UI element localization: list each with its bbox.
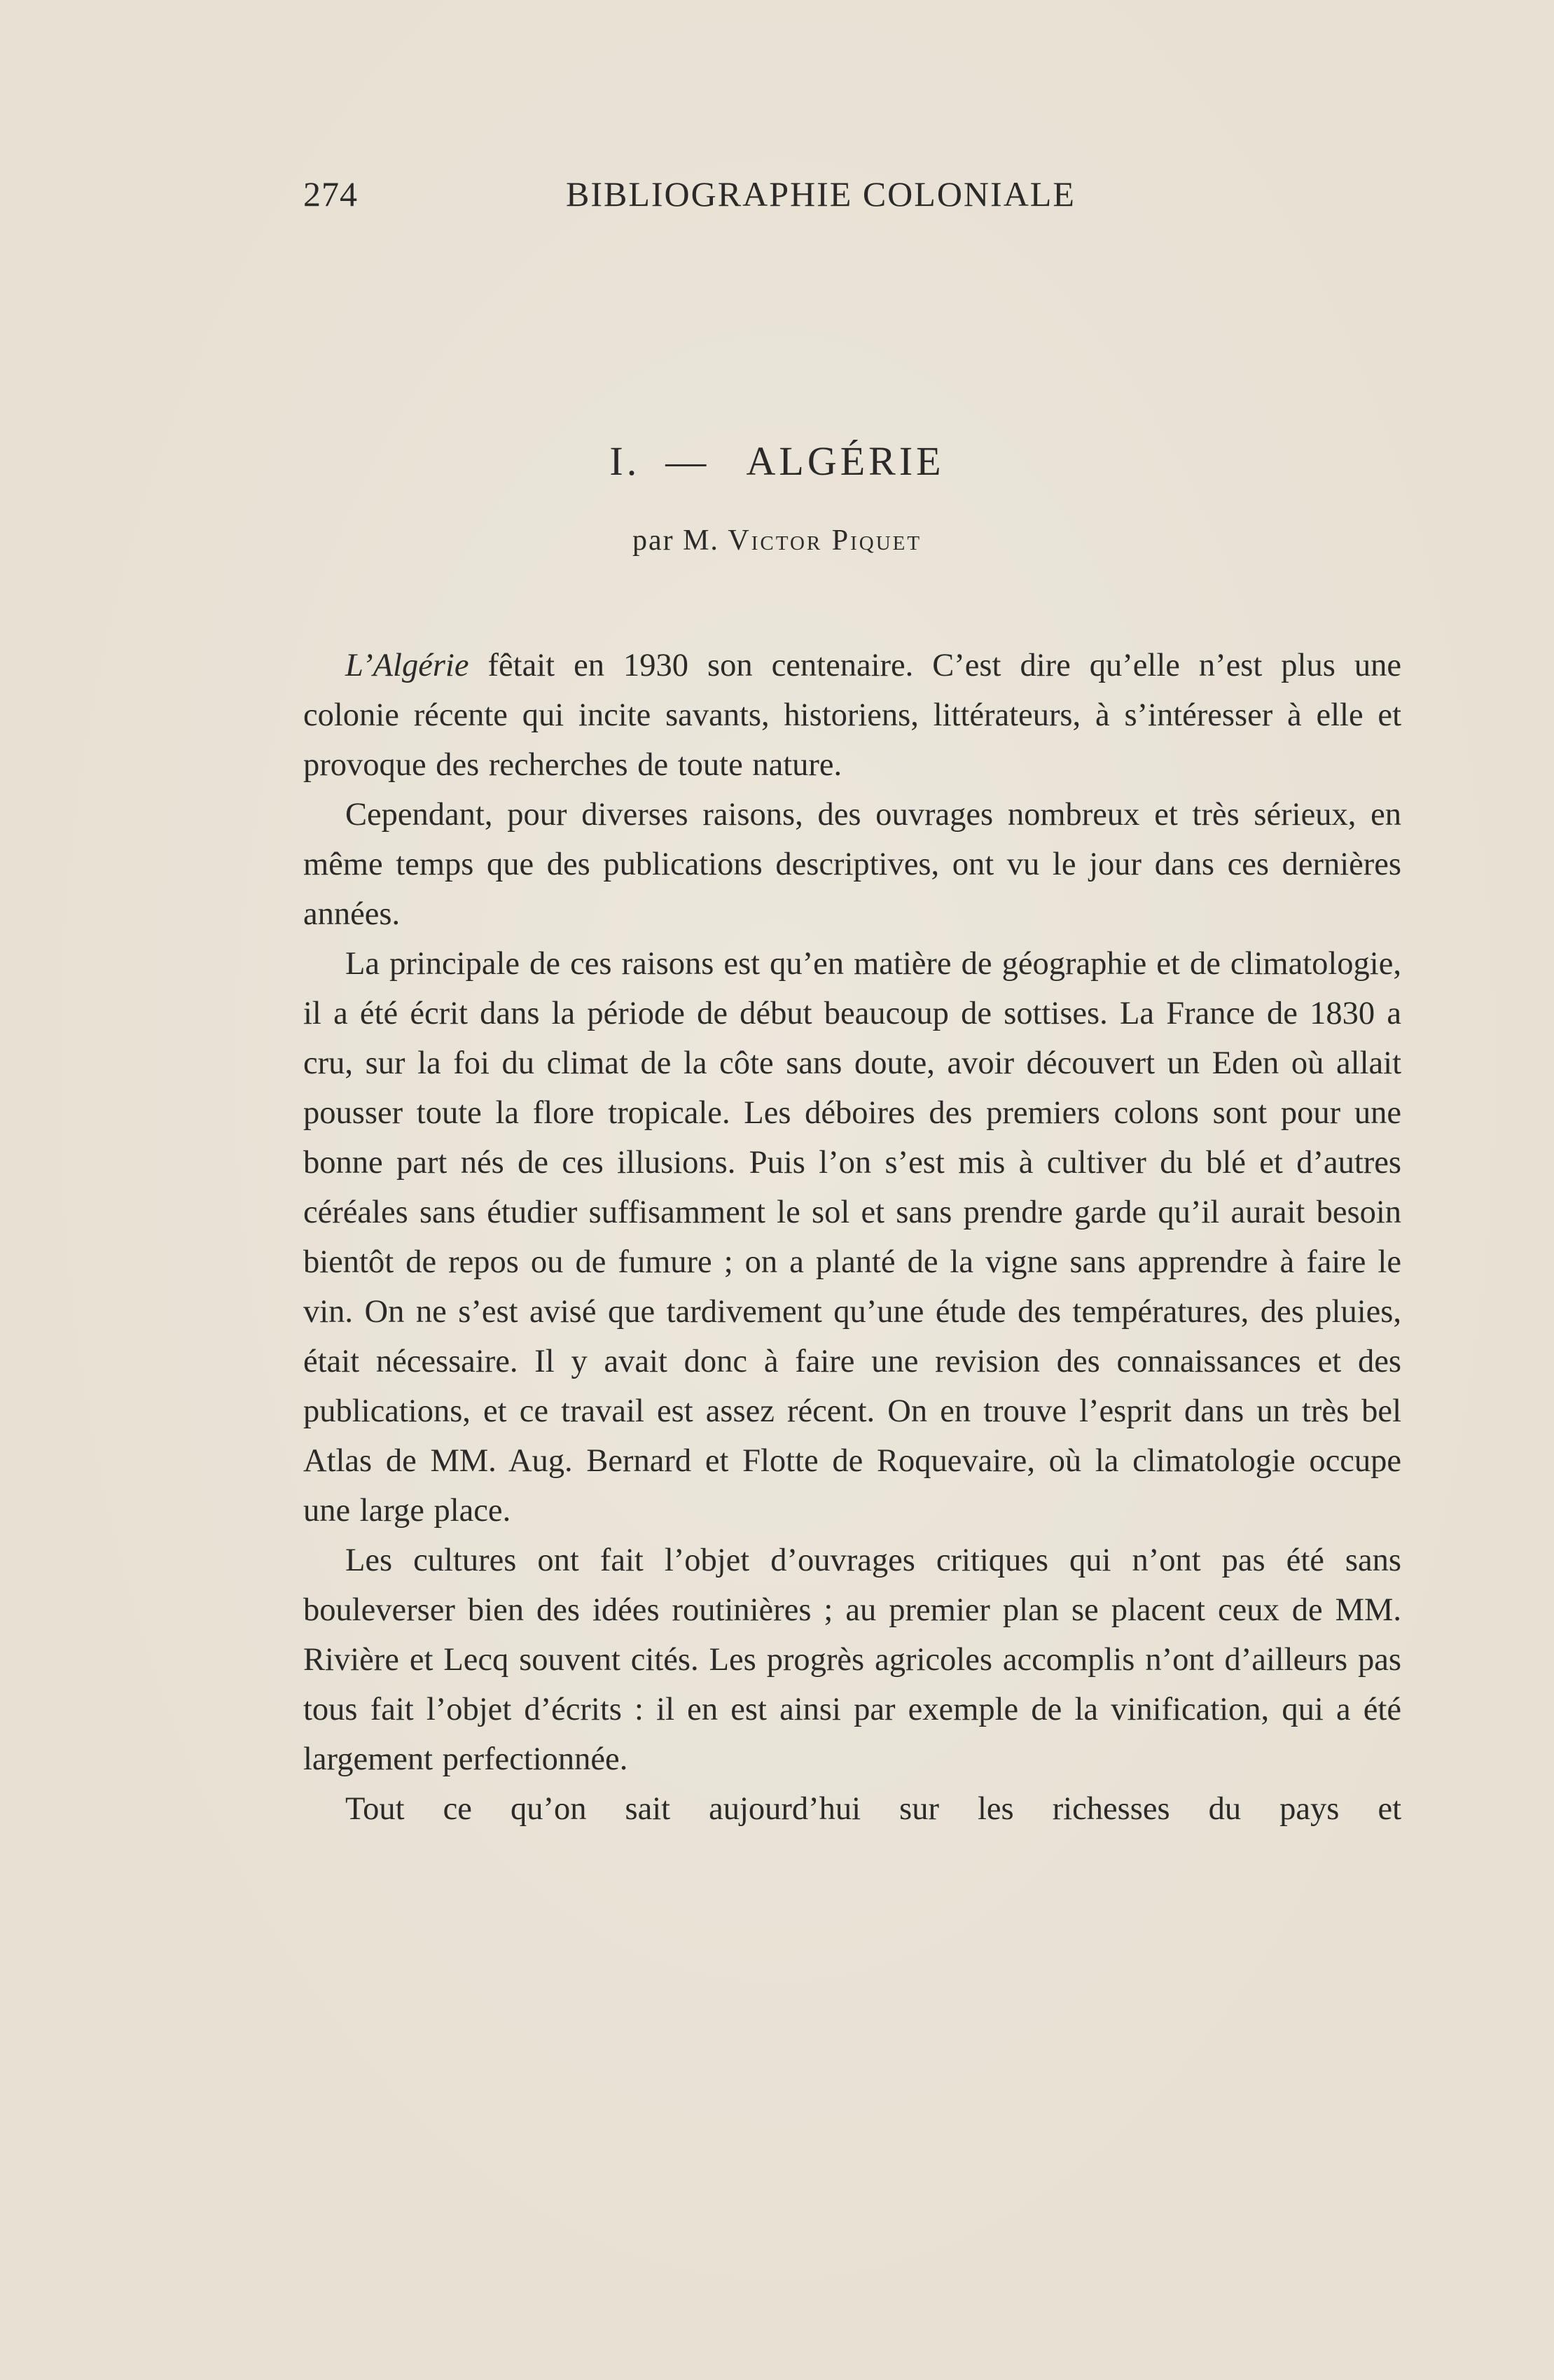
body-text [303, 641, 1401, 1834]
chapter-number: I. [609, 438, 641, 484]
paragraph-text: Cependant, pour diverses raisons, des ouvrages nombreux et très sérieux, en même temps que des publications descriptives, ont vu le jour dans ces dernières années. [303, 797, 1401, 932]
byline-prefix: par M. [632, 524, 719, 557]
paragraph [303, 790, 1401, 939]
running-title: BIBLIOGRAPHIE COLONIALE [566, 174, 1076, 214]
page-number: 274 [303, 174, 358, 214]
paragraph [303, 641, 1401, 790]
paragraph-lead-italic: L’Algérie [345, 648, 469, 683]
paragraph-text: Les cultures ont fait l’objet d’ouvrages critiques qui n’ont pas été sans bouleverser bien des idées routinières ; au premier plan se placent ceux de MM. Rivière et Lecq souvent cités. Les progrès agricoles accomplis n’ont d’ailleurs pas tous fait l’objet d’écrits : il en est ainsi par exemple de la vinification, qui a été largement perfectionnée. [303, 1543, 1401, 1777]
chapter-name: ALGÉRIE [746, 438, 945, 484]
paragraph [303, 939, 1401, 1536]
chapter-title [0, 438, 1554, 485]
author-byline [0, 524, 1554, 557]
running-header [303, 174, 1137, 223]
paragraph-text: La principale de ces raisons est qu’en matière de géographie et de climatologie, il a été écrit dans la période de début beaucoup de sottises. La France de 1830 a cru, sur la foi du climat de la côte sans doute, avoir découvert un Eden où allait pousser toute la flore tropicale. Les déboires des premiers colons sont pour une bonne part nés de ces illusions. Puis l’on s’est mis à cultiver du blé et d’autres céréales sans étudier suffisamment le sol et sans prendre garde qu’il aurait besoin bientôt de repos ou de fumure ; on a planté de la vigne sans apprendre à faire le vin. On ne s’est avisé que tardivement qu’une étude des températures, des pluies, était nécessaire. Il y avait donc à faire une revision des connaissances et des publications, et ce travail est assez récent. On en trouve l’esprit dans un très bel Atlas de MM. Aug. Bernard et Flotte de Roquevaire, où la climatologie occupe une large place. [303, 946, 1401, 1529]
paragraph-text: Tout ce qu’on sait aujourd’hui sur les richesses du pays et [345, 1791, 1401, 1827]
author-name: Victor Piquet [728, 524, 922, 557]
chapter-dash: — [665, 438, 710, 484]
paragraph-text: fêtait en 1930 son centenaire. C’est dire qu’elle n’est plus une colonie récente qui incite savants, historiens, littérateurs, à s’intéresser à elle et provoque des recherches de toute nature. [303, 648, 1401, 783]
paragraph [303, 1536, 1401, 1784]
paragraph [303, 1784, 1401, 1834]
